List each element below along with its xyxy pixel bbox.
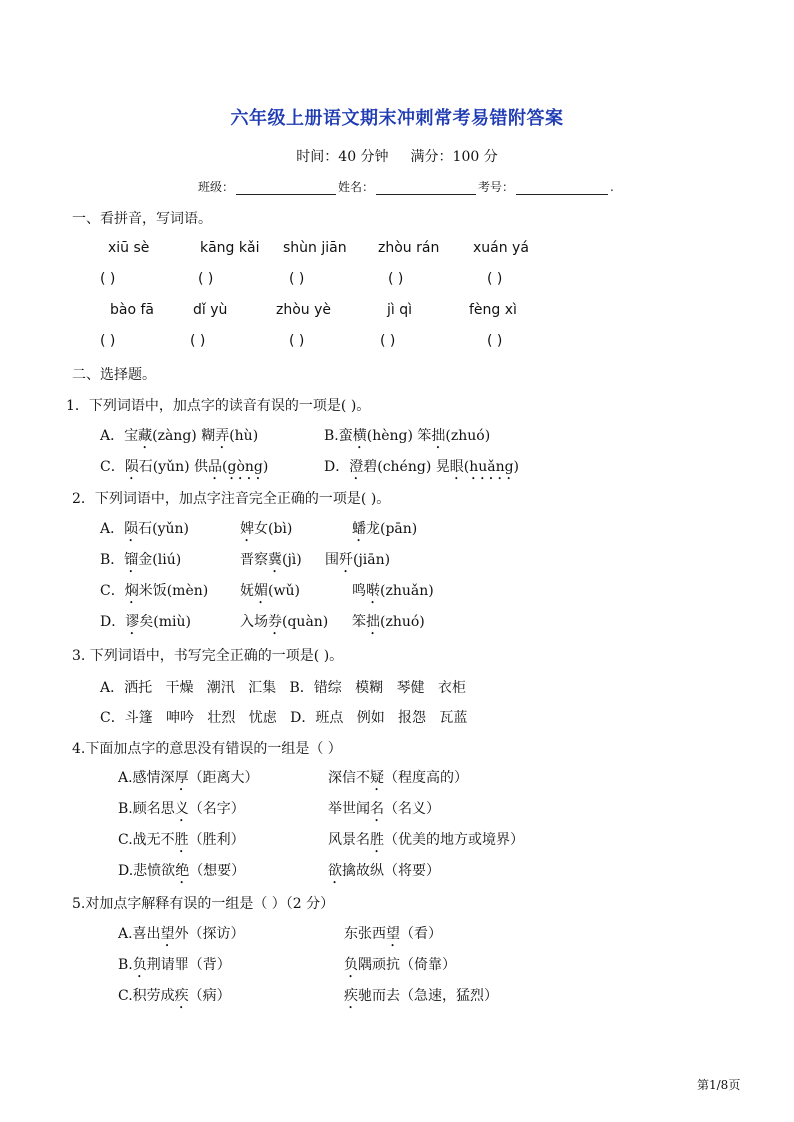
page-title: 六年级上册语文期末冲刺常考易错附答案 <box>230 108 564 129</box>
q2-option-a[interactable]: A．陨石(yǔn) <box>100 521 189 537</box>
pinyin-9: jì qì <box>387 302 413 318</box>
q5-option-b[interactable]: B.负荆请罪（背） <box>118 957 231 973</box>
q1-option-c[interactable]: C．陨石(yǔn) 供品(gòng) <box>100 459 269 475</box>
q2-option-d-3: 笨拙(zhuó) <box>352 614 425 630</box>
page-number: 第1/8页 <box>697 1078 741 1092</box>
pinyin-8: zhòu yè <box>276 302 332 318</box>
student-info-line <box>198 178 614 195</box>
q5-option-c-2: 疾驰而去（急速，猛烈） <box>344 988 498 1004</box>
class-blank[interactable] <box>236 181 336 195</box>
answer-blank-5[interactable]: ( ) <box>487 271 503 287</box>
q4-option-d[interactable]: D.悲愤欲绝（想要） <box>118 863 246 879</box>
answer-blank-7[interactable]: ( ) <box>190 333 206 349</box>
q1-option-a[interactable]: A．宝藏(zàng) 糊弄(hù) <box>100 428 259 444</box>
answer-blank-8[interactable]: ( ) <box>289 333 305 349</box>
answer-blank-3[interactable]: ( ) <box>289 271 305 287</box>
answer-blank-9[interactable]: ( ) <box>380 333 396 349</box>
q1-option-d[interactable]: D．澄碧(chéng) 晃眼(huǎng) <box>324 459 520 475</box>
name-label: 姓名： <box>338 180 375 194</box>
full-score: 满分：100 分 <box>410 149 498 165</box>
answer-blank-1[interactable]: ( ) <box>100 271 116 287</box>
question-4-stem: 4.下面加点字的意思没有错误的一组是（ ） <box>72 741 342 757</box>
name-blank[interactable] <box>376 181 476 195</box>
pinyin-6: bào fā <box>110 302 154 318</box>
pinyin-7: dǐ yù <box>193 302 228 318</box>
q4-option-c-2: 风景名胜（优美的地方或境界） <box>328 832 524 848</box>
q2-option-b-3: 围歼(jiān) <box>325 552 391 568</box>
q2-option-c-3: 鸣啭(zhuǎn) <box>352 583 434 599</box>
pinyin-2: kāng kǎi <box>200 240 260 256</box>
question-5-stem: 5.对加点字解释有误的一组是（ ）（2 分） <box>72 896 335 912</box>
q5-option-a[interactable]: A.喜出望外（探访） <box>118 926 245 942</box>
time-limit: 时间：40 分钟 <box>296 149 389 165</box>
q4-option-a[interactable]: A.感情深厚（距离大） <box>118 770 259 786</box>
question-1-stem: 1．下列词语中，加点字的读音有误的一项是( )。 <box>66 398 371 414</box>
exam-no-blank[interactable] <box>516 181 608 195</box>
pinyin-5: xuán yá <box>473 240 529 256</box>
q4-option-c[interactable]: C.战无不胜（胜利） <box>118 832 245 848</box>
pinyin-10: fèng xì <box>469 302 517 318</box>
section2-heading: 二、选择题。 <box>72 367 156 383</box>
question-3-stem: 3. 下列词语中，书写完全正确的一项是( )。 <box>72 648 344 664</box>
q4-option-b-2: 举世闻名（名义） <box>328 801 440 817</box>
q2-option-b-2: 晋察冀(jì) <box>240 552 302 568</box>
q2-option-d-2: 入场券(quàn) <box>240 614 329 630</box>
info-end: . <box>610 180 614 194</box>
q5-option-c[interactable]: C.积劳成疾（病） <box>118 988 231 1004</box>
pinyin-4: zhòu rán <box>378 240 440 256</box>
class-label: 班级： <box>198 180 235 194</box>
pinyin-1: xiū sè <box>108 240 150 256</box>
q2-option-c[interactable]: C．焖米饭(mèn) <box>100 583 209 599</box>
q5-option-b-2: 负隅顽抗（倚靠） <box>344 957 456 973</box>
q4-option-b[interactable]: B.顾名思义（名字） <box>118 801 245 817</box>
exam-meta <box>0 146 794 166</box>
exam-no-label: 考号： <box>478 180 515 194</box>
answer-blank-10[interactable]: ( ) <box>487 333 503 349</box>
q1-option-b[interactable]: B.蛮横(hèng) 笨拙(zhuó) <box>324 428 491 444</box>
q2-option-c-2: 妩媚(wǔ) <box>240 583 300 599</box>
q2-option-a-2: 婢女(bì) <box>240 521 293 537</box>
q3-options-cd[interactable]: C．斗篷 呻吟 壮烈 忧虑 D．班点 例如 报怨 瓦蓝 <box>100 710 468 726</box>
question-2-stem: 2．下列词语中，加点字注音完全正确的一项是( )。 <box>72 491 391 507</box>
q2-option-b[interactable]: B．镏金(liú) <box>100 552 182 568</box>
answer-blank-6[interactable]: ( ) <box>100 333 116 349</box>
answer-blank-4[interactable]: ( ) <box>388 271 404 287</box>
answer-blank-2[interactable]: ( ) <box>198 271 214 287</box>
section1-heading: 一、看拼音，写词语。 <box>72 211 212 227</box>
q3-options-ab[interactable]: A．洒托 干燥 潮汛 汇集 B．错综 模糊 琴健 衣柜 <box>100 680 466 696</box>
q5-option-a-2: 东张西望（看） <box>344 926 442 942</box>
q4-option-d-2: 欲擒故纵（将要） <box>328 863 440 879</box>
q2-option-a-3: 蟠龙(pān) <box>352 521 418 537</box>
q4-option-a-2: 深信不疑（程度高的） <box>328 770 468 786</box>
q2-option-d[interactable]: D．谬矣(miù) <box>100 614 191 630</box>
pinyin-3: shùn jiān <box>283 240 347 256</box>
